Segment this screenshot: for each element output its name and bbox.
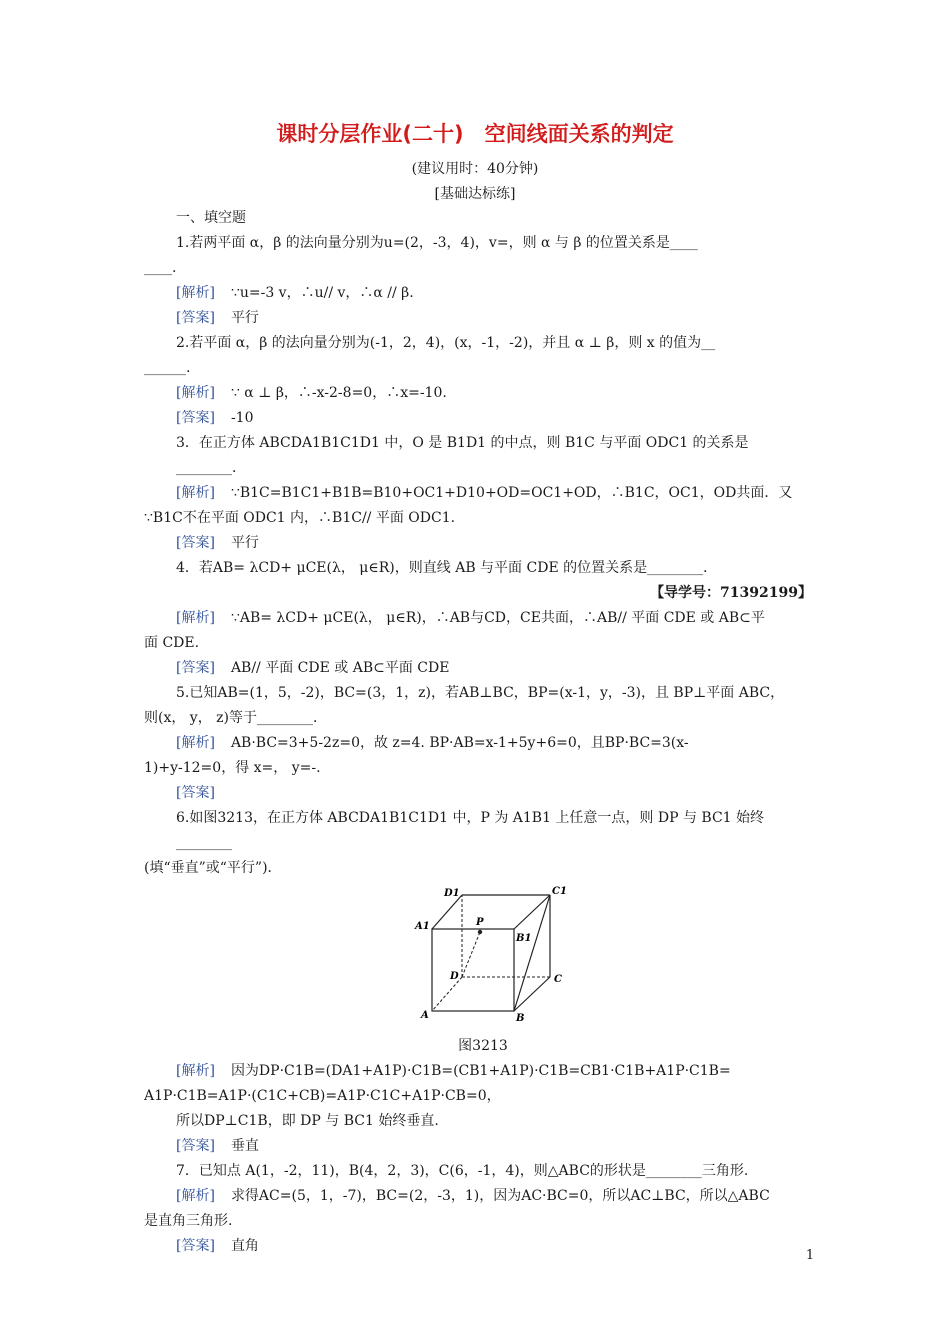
q4-analysis-text: ∵AB= λCD+ μCE(λ， μ∈R)，∴AB与CD，CE共面，∴AB// 平面 CDE 或 AB⊂平 (230, 610, 765, 626)
label-d1: D1 (444, 888, 460, 899)
q3-analysis-cont: ∵B1C不在平面 ODC1 内，∴B1C// 平面 ODC1. (144, 510, 456, 526)
q7-answer-text: 直角 (230, 1238, 259, 1254)
q5-analysis (144, 731, 812, 756)
label-a1: A1 (415, 921, 430, 932)
analysis-label: [解析] (176, 1063, 215, 1079)
front-face (432, 929, 514, 1011)
answer-label: [答案] (176, 535, 215, 551)
q1-analysis (144, 281, 812, 306)
label-d: D (450, 971, 459, 982)
q3-answer (144, 531, 812, 556)
figure-caption: 图3213 (458, 1038, 508, 1054)
q4-analysis-cont: 面 CDE. (144, 635, 200, 651)
q5-analysis-text: AB·BC=3+5-2z=0，故 z=4. BP·AB=x-1+5y+6=0，且BP·BC=3(x- (230, 735, 689, 751)
q6-answer-text: 垂直 (230, 1138, 259, 1154)
question-1: 1.若两平面 α，β 的法向量分别为u=(2，-3，4)，v=，则 α 与 β 的位置关系是____ (176, 235, 698, 251)
q6-analysis-cont2: 所以DP⊥C1B，即 DP 与 BC1 始终垂直. (176, 1113, 439, 1129)
analysis-label: [解析] (176, 1188, 215, 1204)
q1-analysis-text: ∵u=-3 v，∴u// v，∴α // β. (230, 285, 414, 301)
answer-label: [答案] (176, 310, 215, 326)
question-2: 2.若平面 α，β 的法向量分别为(-1，2，4)，(x，-1，-2)，并且 α ⊥ β，则 x 的值为__ (176, 335, 716, 351)
question-2-cont: ______. (144, 360, 191, 376)
page-title: 课时分层作业(二十) 空间线面关系的判定 (276, 122, 674, 146)
question-4: 4．若AB= λCD+ μCE(λ， μ∈R)，则直线 AB 与平面 CDE 的位置关系是________． (176, 560, 718, 576)
q6-answer (144, 1134, 812, 1159)
q6-analysis-text: 因为DP·C1B=(DA1+A1P)·C1B=(CB1+A1P)·C1B=CB1·C1B+A1P·C1B= (230, 1063, 731, 1079)
analysis-label: [解析] (176, 285, 215, 301)
page-number: 1 (805, 1248, 815, 1263)
q1-answer (144, 306, 812, 331)
answer-label: [答案] (176, 1138, 215, 1154)
question-6: 6.如图3213，在正方体 ABCDA1B1C1D1 中，P 为 A1B1 上任意一点，则 DP 与 BC1 始终________ (176, 810, 765, 851)
question-6-cont: (填“垂直”或“平行”)． (144, 860, 282, 876)
answer-label: [答案] (176, 660, 215, 676)
edge-hidden (432, 977, 462, 1011)
q2-analysis (144, 381, 812, 406)
q3-answer-text: 平行 (230, 535, 259, 551)
q5-analysis-cont: 1)+y-12=0，得 x=， y=-. (144, 760, 321, 776)
question-1-cont: ____. (144, 260, 177, 276)
q1-answer-text: 平行 (230, 310, 259, 326)
label-c: C (554, 974, 562, 985)
label-c1: C1 (552, 886, 567, 897)
edge (432, 895, 462, 929)
section-heading: [基础达标练] (434, 186, 516, 202)
q7-answer (144, 1234, 812, 1259)
q7-analysis (144, 1184, 812, 1209)
q7-analysis-text: 求得AC=(5，1，-7)，BC=(2，-3，1)，因为AC·BC=0，所以AC⊥BC，所以△ABC (230, 1188, 770, 1204)
analysis-label: [解析] (176, 385, 215, 401)
label-p: P (476, 917, 484, 928)
q2-answer (144, 406, 812, 431)
q6-analysis-cont: A1P·C1B=A1P·(C1C+CB)=A1P·C1C+A1P·CB=0， (144, 1088, 501, 1104)
label-b1: B1 (516, 933, 532, 944)
q5-answer (144, 781, 812, 806)
label-b: B (516, 1013, 525, 1024)
analysis-label: [解析] (176, 735, 215, 751)
answer-label: [答案] (176, 410, 215, 426)
cube-diagram (414, 885, 574, 1025)
analysis-label: [解析] (176, 610, 215, 626)
guide-number: 【导学号：71392199】 (650, 585, 812, 601)
question-7: 7．已知点 A(1，-2，11)，B(4，2，3)，C(6，-1，4)，则△ABC的形状是________三角形. (176, 1163, 749, 1179)
question-3: 3．在正方体 ABCDA1B1C1D1 中，O 是 B1D1 的中点，则 B1C 与平面 ODC1 的关系是________． (176, 435, 749, 476)
document-body (144, 206, 812, 1259)
q4-answer (144, 656, 812, 681)
analysis-label: [解析] (176, 485, 215, 501)
q4-answer-text: AB// 平面 CDE 或 AB⊂平面 CDE (230, 660, 450, 676)
q2-answer-text: -10 (230, 410, 254, 426)
segment-dp (462, 932, 480, 977)
question-5: 5.已知AB=(1，5，-2)，BC=(3，1，z)，若AB⊥BC，BP=(x-1，y，-3)，且 BP⊥平面 ABC， (176, 685, 785, 701)
q4-analysis (144, 606, 812, 631)
question-5-cont: 则(x， y， z)等于________． (144, 710, 328, 726)
answer-label: [答案] (176, 1238, 215, 1254)
q2-analysis-text: ∵ α ⊥ β，∴-x-2-8=0，∴x=-10. (230, 385, 447, 401)
q3-analysis (144, 481, 812, 506)
point-p (478, 930, 482, 934)
cube-figure (144, 881, 812, 1034)
q6-analysis (144, 1059, 812, 1084)
q3-analysis-text: ∵B1C=B1C1+B1B=B10+OC1+D10+OD=OC1+OD，∴B1C，OC1，OD共面．又 (230, 485, 793, 501)
part-heading: 一、填空题 (176, 210, 246, 226)
time-note: (建议用时：40分钟) (411, 161, 539, 177)
answer-label: [答案] (176, 785, 215, 801)
q7-analysis-cont: 是直角三角形. (144, 1213, 233, 1229)
label-a: A (421, 1010, 429, 1021)
